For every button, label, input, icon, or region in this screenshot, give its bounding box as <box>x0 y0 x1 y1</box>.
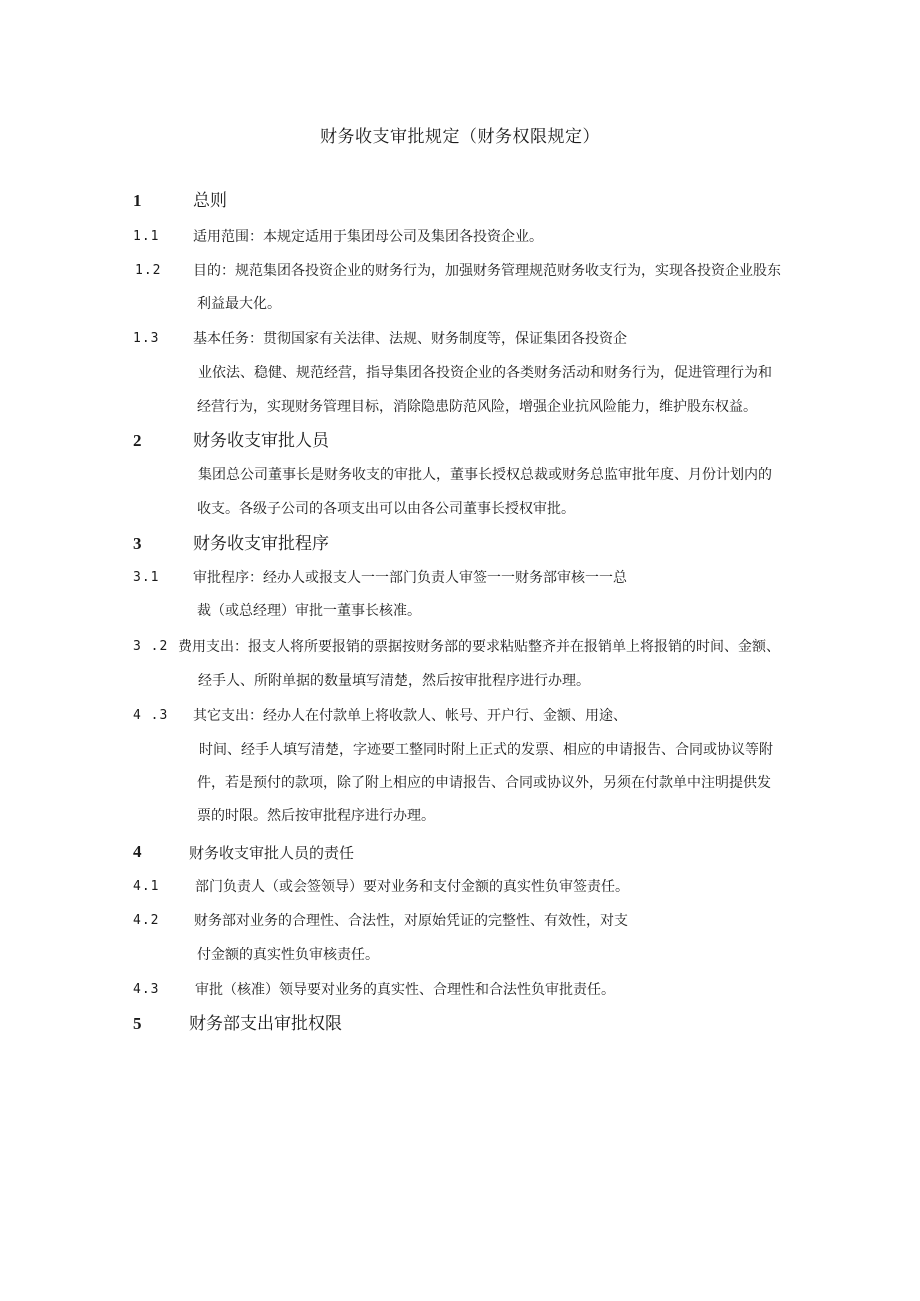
section-5-heading: 财务部支出审批权限 <box>189 1014 342 1034</box>
section-2-line-2: 收支。各级子公司的各项支出可以由各公司董事长授权审批。 <box>197 501 575 517</box>
item-4-3-text: 审批（核准）领导要对业务的真实性、合理性和合法性负审批责任。 <box>195 982 615 998</box>
section-1-number: 1 <box>133 191 142 210</box>
item-3-1-line-1: 审批程序：经办人或报支人一一部门负责人审签一一财务部审核一一总 <box>193 570 627 586</box>
item-3-1-line-2: 裁（或总经理）审批一董事长核准。 <box>197 603 421 619</box>
section-4-number: 4 <box>133 842 142 861</box>
section-3-number: 3 <box>133 534 142 553</box>
section-1-heading: 总则 <box>193 191 227 211</box>
item-3-2-line-2: 经手人、所附单据的数量填写清楚，然后按审批程序进行办理。 <box>198 673 590 689</box>
item-1-2-line-1: 目的：规范集团各投资企业的财务行为，加强财务管理规范财务收支行为，实现各投资企业股东 <box>193 263 781 279</box>
item-1-3-line-2: 业依法、稳健、规范经营，指导集团各投资企业的各类财务活动和财务行为，促进管理行为和 <box>198 365 772 381</box>
item-1-2-number: 1.2 <box>135 263 162 278</box>
item-3-3-line-1: 其它支出：经办人在付款单上将收款人、帐号、开户行、金额、用途、 <box>193 708 627 724</box>
section-3-heading: 财务收支审批程序 <box>193 534 329 554</box>
item-4-2-number: 4.2 <box>133 913 160 928</box>
item-3-1-number: 3.1 <box>133 570 160 585</box>
item-3-3-line-2: 时间、经手人填写清楚，字迹要工整同时附上正式的发票、相应的申请报告、合同或协议等附 <box>199 742 773 758</box>
section-4-heading: 财务收支审批人员的责任 <box>189 844 355 862</box>
section-2-heading: 财务收支审批人员 <box>193 431 329 451</box>
item-1-1-number: 1.1 <box>133 229 160 244</box>
document-title: 财务收支审批规定（财务权限规定） <box>320 127 600 147</box>
item-4-3-number: 4.3 <box>133 982 160 997</box>
item-4-2-line-1: 财务部对业务的合理性、合法性，对原始凭证的完整性、有效性，对支 <box>194 913 628 929</box>
item-4-2-line-2: 付金额的真实性负审核责任。 <box>197 947 379 963</box>
item-1-1-text: 适用范围：本规定适用于集团母公司及集团各投资企业。 <box>193 229 543 245</box>
section-5-number: 5 <box>133 1014 142 1033</box>
item-1-3-number: 1.3 <box>133 331 160 346</box>
item-3-3-line-3: 件，若是预付的款项，除了附上相应的申请报告、合同或协议外，另须在付款单中注明提供发 <box>197 775 771 791</box>
item-1-3-line-1: 基本任务：贯彻国家有关法律、法规、财务制度等，保证集团各投资企 <box>193 331 627 347</box>
item-3-3-number: 4 .3 <box>133 708 169 723</box>
item-1-2-line-2: 利益最大化。 <box>197 296 281 312</box>
section-2-number: 2 <box>133 431 142 450</box>
section-2-line-1: 集团总公司董事长是财务收支的审批人，董事长授权总裁或财务总监审批年度、月份计划内的 <box>198 467 772 483</box>
item-3-3-line-4: 票的时限。然后按审批程序进行办理。 <box>197 808 435 824</box>
item-4-1-number: 4.1 <box>133 879 160 894</box>
item-4-1-text: 部门负责人（或会签领导）要对业务和支付金额的真实性负审签责任。 <box>195 879 629 895</box>
item-3-2-line-1: 费用支出：报支人将所要报销的票据按财务部的要求粘贴整齐并在报销单上将报销的时间、金额、 <box>178 639 780 655</box>
item-1-3-line-3: 经营行为，实现财务管理目标，消除隐患防范风险，增强企业抗风险能力，维护股东权益。 <box>197 399 757 415</box>
item-3-2-number: 3 .2 <box>133 639 169 654</box>
